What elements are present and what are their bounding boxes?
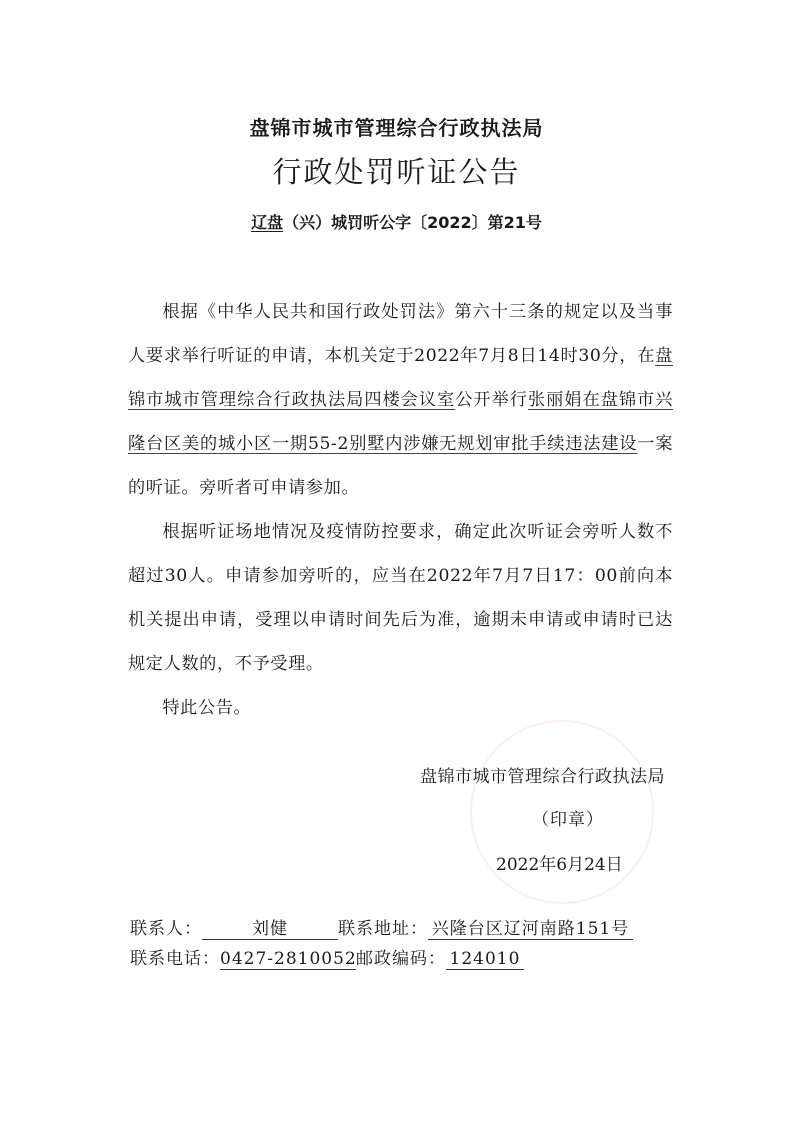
contact-row-1 <box>130 914 633 940</box>
doc-number-rest: （兴）城罚听公字〔2022〕第21号 <box>283 213 542 232</box>
contact-address: 兴隆台区辽河南路151号 <box>428 919 633 940</box>
contact-phone: 0427-2810052 <box>220 949 357 969</box>
paragraph-hearing <box>128 290 673 510</box>
doc-number-prefix: 辽盘 <box>251 213 284 232</box>
doc-number <box>0 210 793 233</box>
contact-postcode: 124010 <box>446 949 524 970</box>
hearing-text-a: 根据《中华人民共和国行政处罚法》第六十三条的规定以及当事人要求举行听证的申请，本机关定于2022年7月8日14时30分，在 <box>128 302 673 366</box>
contact-address-label: 联系地址： <box>338 919 428 939</box>
hearing-text-c: 一案的听证。旁听者可申请参加。 <box>128 434 673 498</box>
contact-person: 刘健 <box>202 919 338 940</box>
hearing-case: 张丽娟在盘锦市兴隆台区美的城小区一期55-2别墅内涉嫌无规划审批手续违法建设 <box>128 390 673 454</box>
paragraph-attendance: 根据听证场地情况及疫情防控要求，确定此次听证会旁听人数不超过30人。申请参加旁听的，应当在2022年7月7日17：00前向本机关提出申请，受理以申请时间先后为准，逾期未申请或申请时已达规定人数的，不予受理。 <box>128 522 673 674</box>
doc-title: 行政处罚听证公告 <box>272 155 521 189</box>
org-title: 盘锦市城市管理综合行政执法局 <box>249 116 544 140</box>
contact-postcode-label: 邮政编码： <box>356 949 446 969</box>
contact-person-label: 联系人： <box>130 919 202 939</box>
signature-date: 2022年6月24日 <box>496 855 623 875</box>
hearing-place: 盘锦市城市管理综合行政执法局四楼会议室 <box>128 346 673 410</box>
contact-row-2 <box>130 944 524 970</box>
signature-org: 盘锦市城市管理综合行政执法局 <box>420 767 665 787</box>
paragraph-closing: 特此公告。 <box>162 698 252 718</box>
notice-body <box>128 290 673 730</box>
contact-phone-label: 联系电话： <box>130 949 220 969</box>
seal-label: （印章） <box>532 810 604 830</box>
hearing-text-b: 公开举行 <box>455 390 528 410</box>
